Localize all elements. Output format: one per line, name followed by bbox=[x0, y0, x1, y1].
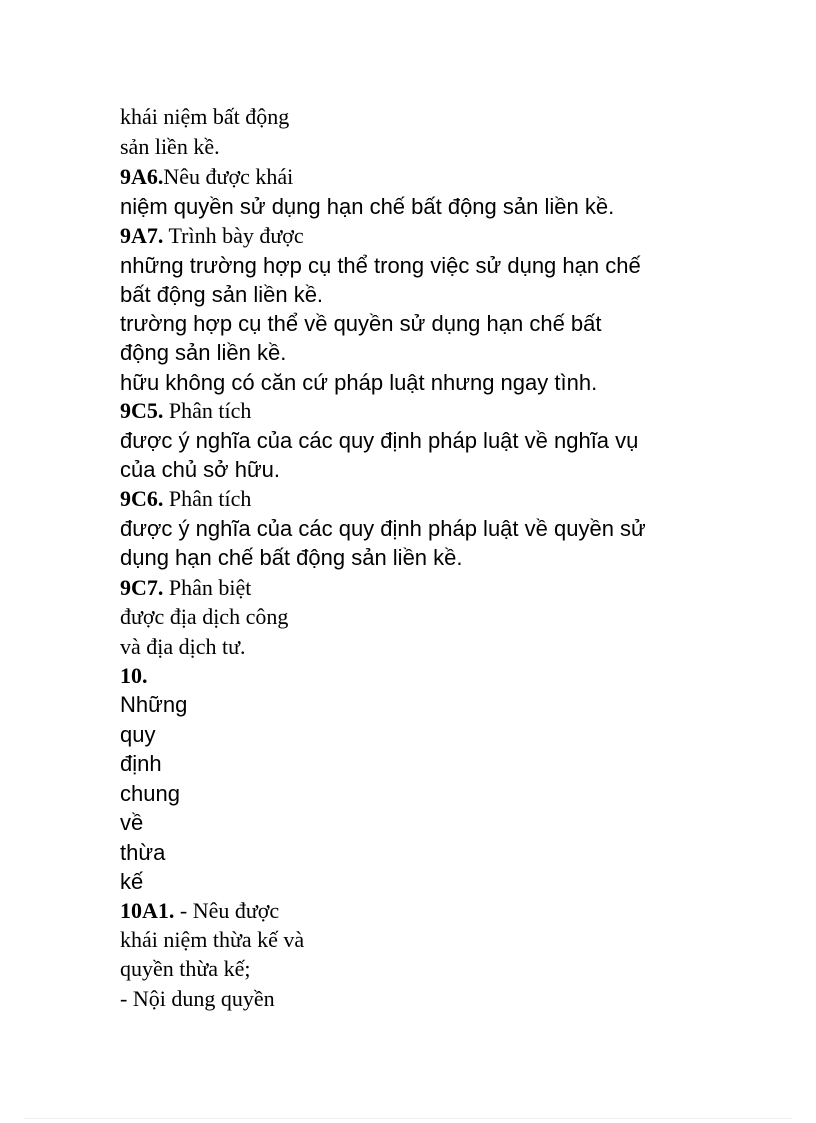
line-text: thừa bbox=[120, 840, 166, 865]
line-text: về bbox=[120, 810, 144, 835]
line-text: được ý nghĩa của các quy định pháp luật về nghĩa vụ bbox=[120, 428, 639, 453]
section-code: 9A7. bbox=[120, 223, 164, 248]
line-text: - Nội dung quyền bbox=[120, 986, 275, 1011]
line-text: khái niệm thừa kế và bbox=[120, 927, 305, 952]
text-line bbox=[120, 166, 293, 188]
text-line bbox=[120, 871, 143, 893]
line-text: định bbox=[120, 751, 162, 776]
text-line bbox=[120, 225, 304, 247]
line-text: dụng hạn chế bất động sản liền kề. bbox=[120, 545, 463, 570]
text-line bbox=[120, 372, 597, 394]
line-text: Phân biệt bbox=[163, 575, 252, 600]
section-code: 9A6. bbox=[120, 164, 164, 189]
text-line bbox=[120, 724, 155, 746]
line-text: và địa dịch tư. bbox=[120, 634, 246, 659]
section-code: 10A1. bbox=[120, 898, 175, 923]
line-text: quy bbox=[120, 722, 156, 747]
line-text: kế bbox=[120, 869, 144, 894]
text-line bbox=[120, 488, 251, 510]
text-line bbox=[120, 136, 220, 158]
line-text: những trường hợp cụ thể trong việc sử dụng hạn chế bbox=[120, 253, 641, 278]
text-line bbox=[120, 753, 162, 775]
section-code: 9C6. bbox=[120, 486, 164, 511]
line-text: Phân tích bbox=[163, 398, 252, 423]
text-line bbox=[120, 636, 246, 658]
line-text: khái niệm bất động bbox=[120, 104, 290, 129]
line-text: - Nêu được bbox=[174, 898, 280, 923]
text-line bbox=[120, 313, 602, 335]
text-line bbox=[120, 106, 289, 128]
line-text: niệm quyền sử dụng hạn chế bất động sản liền kề. bbox=[120, 194, 615, 219]
text-line bbox=[120, 196, 614, 218]
text-line bbox=[120, 400, 251, 422]
section-code: 9C5. bbox=[120, 398, 164, 423]
section-code: 10. bbox=[120, 663, 148, 688]
text-line bbox=[120, 665, 148, 687]
line-text: Những bbox=[120, 692, 188, 717]
line-text: được địa dịch công bbox=[120, 604, 289, 629]
text-line bbox=[120, 842, 165, 864]
line-text: chung bbox=[120, 781, 180, 806]
line-text: Trình bày được bbox=[163, 223, 304, 248]
text-line bbox=[120, 547, 463, 569]
text-line bbox=[120, 577, 251, 599]
line-text: Nêu được khái bbox=[163, 164, 294, 189]
text-line bbox=[120, 342, 286, 364]
line-text: được ý nghĩa của các quy định pháp luật về quyền sử bbox=[120, 516, 646, 541]
line-text: trường hợp cụ thể về quyền sử dụng hạn chế bất bbox=[120, 311, 602, 336]
text-line bbox=[120, 459, 280, 481]
text-line bbox=[120, 694, 187, 716]
section-code: 9C7. bbox=[120, 575, 164, 600]
line-text: sản liền kề. bbox=[120, 134, 220, 159]
text-line bbox=[120, 900, 279, 922]
line-text: của chủ sở hữu. bbox=[120, 457, 281, 482]
text-line bbox=[120, 958, 250, 980]
text-line bbox=[120, 988, 275, 1010]
text-line bbox=[120, 518, 646, 540]
line-text: Phân tích bbox=[163, 486, 252, 511]
text-line bbox=[120, 783, 180, 805]
text-line bbox=[120, 255, 641, 277]
text-line bbox=[120, 929, 304, 951]
line-text: động sản liền kề. bbox=[120, 340, 287, 365]
page-bottom-divider bbox=[24, 1118, 792, 1119]
text-line bbox=[120, 284, 323, 306]
text-line bbox=[120, 812, 143, 834]
text-line bbox=[120, 606, 288, 628]
line-text: bất động sản liền kề. bbox=[120, 282, 324, 307]
line-text: quyền thừa kế; bbox=[120, 956, 251, 981]
text-line bbox=[120, 430, 638, 452]
line-text: hữu không có căn cứ pháp luật nhưng ngay tình. bbox=[120, 370, 598, 395]
